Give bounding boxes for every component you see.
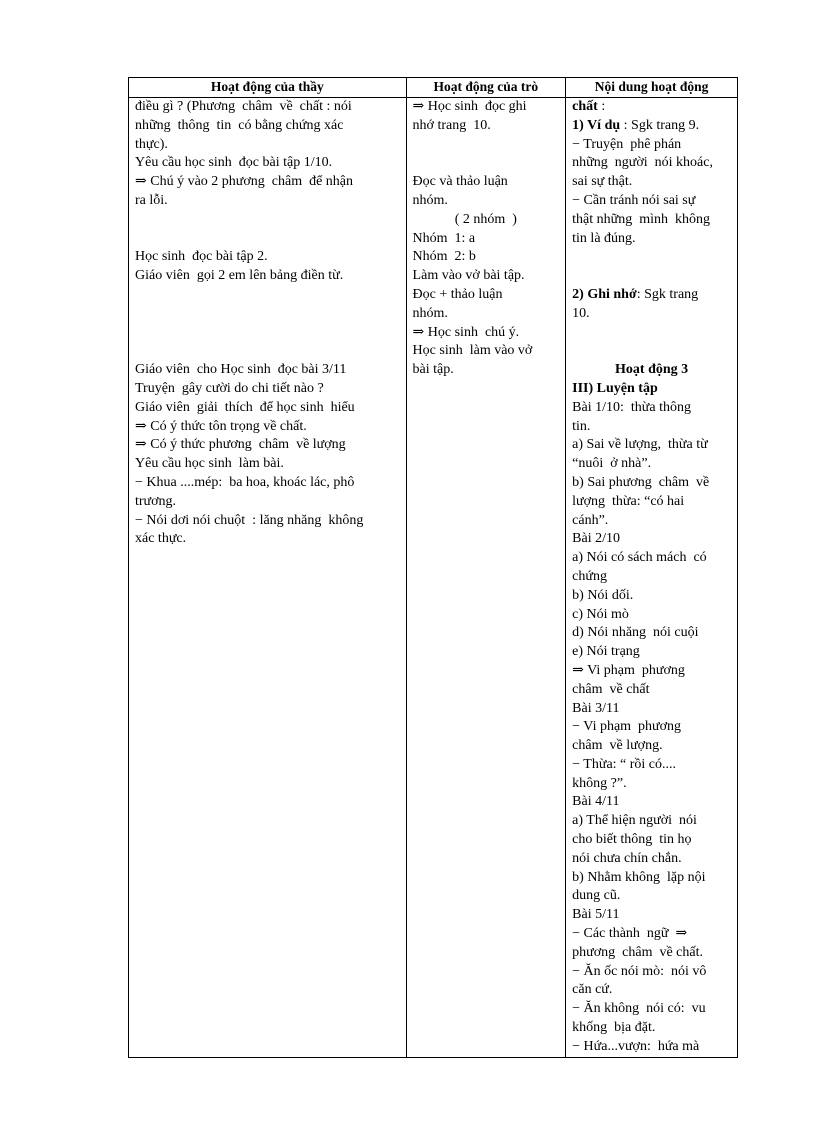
practice-line: không ?”. bbox=[572, 775, 627, 791]
teacher-line: ra lỗi. bbox=[135, 192, 168, 208]
practice-line: căn cứ. bbox=[572, 982, 613, 998]
teacher-cell bbox=[129, 98, 407, 1058]
student-line: ⇒ Học sinh đọc ghi bbox=[412, 99, 527, 114]
teacher-line: ⇒ Có ý thức phương châm về lượng bbox=[135, 437, 346, 453]
practice-line: lượng thừa: “có hai bbox=[572, 493, 685, 509]
practice-line: Bài 3/11 bbox=[572, 700, 620, 716]
practice-line: a) Thể hiện người nói bbox=[572, 813, 697, 829]
content-cell bbox=[566, 98, 738, 1058]
student-block-3 bbox=[413, 230, 560, 380]
content-line: thật những mình không bbox=[572, 211, 711, 227]
practice-line: cánh”. bbox=[572, 512, 609, 528]
teacher-block-3 bbox=[135, 361, 400, 549]
student-line: Nhóm 1: a bbox=[412, 230, 476, 246]
teacher-line: những thông tin có bằng chứng xác bbox=[135, 117, 344, 133]
practice-line: dung cũ. bbox=[572, 888, 621, 904]
example-rest: : Sgk trang 9. bbox=[620, 117, 700, 133]
teacher-line: xác thực. bbox=[135, 531, 187, 547]
practice-line: b) Nhằm không lặp nội bbox=[572, 869, 706, 885]
practice-line: cho biết thông tin họ bbox=[572, 832, 692, 848]
practice-line: − Ăn không nói có: vu bbox=[572, 1001, 706, 1017]
spacer bbox=[413, 136, 560, 174]
header-content: Nội dung hoạt động bbox=[566, 78, 738, 98]
practice-line: e) Nói trạng bbox=[572, 644, 640, 660]
teacher-line: ⇒ Có ý thức tôn trọng về chất. bbox=[135, 418, 307, 434]
teacher-line: Giáo viên gọi 2 em lên bảng điền từ. bbox=[135, 268, 344, 284]
practice-line: khống bịa đặt. bbox=[572, 1020, 656, 1036]
teacher-line: − Khua ....mép: ba hoa, khoác lác, phô bbox=[135, 474, 355, 490]
student-line: Đọc + thảo luận bbox=[412, 286, 503, 302]
practice-line: chứng bbox=[572, 568, 607, 584]
activity-title: Hoạt động 3 bbox=[615, 362, 689, 378]
note-label: 2) Ghi nhớ bbox=[572, 286, 637, 302]
teacher-line: Giáo viên cho Học sinh đọc bài 3/11 bbox=[135, 362, 347, 378]
spacer bbox=[572, 324, 731, 362]
body-row bbox=[129, 98, 738, 1058]
spacer bbox=[135, 211, 400, 249]
practice-line: châm về lượng. bbox=[572, 738, 663, 754]
note-rest: : Sgk trang bbox=[636, 286, 699, 302]
practice-line: a) Nói có sách mách có bbox=[572, 550, 707, 566]
student-line: Làm vào vở bài tập. bbox=[412, 268, 525, 284]
practice-line: c) Nói mò bbox=[572, 606, 629, 622]
student-line: ⇒ Học sinh chú ý. bbox=[412, 324, 520, 340]
student-line: nhóm. bbox=[412, 192, 448, 208]
practice-line: b) Sai phương châm về bbox=[572, 474, 710, 490]
note-heading bbox=[572, 286, 731, 305]
content-line: − Cần tránh nói sai sự bbox=[572, 192, 696, 208]
group-count: ( 2 nhóm ) bbox=[454, 211, 517, 227]
practice-line: − Ăn ốc nói mò: nói vô bbox=[572, 963, 707, 979]
continuation-label: chất bbox=[572, 99, 598, 114]
content-continuation bbox=[572, 98, 731, 117]
student-cell bbox=[406, 98, 566, 1058]
practice-title: III) Luyện tập bbox=[572, 380, 658, 396]
header-teacher: Hoạt động của thầy bbox=[129, 78, 407, 98]
practice-line: Bài 2/10 bbox=[572, 531, 620, 547]
student-line: Học sinh làm vào vở bbox=[412, 343, 533, 359]
practice-line: “nuôi ở nhà”. bbox=[572, 456, 652, 472]
content-line: sai sự thật. bbox=[572, 174, 633, 190]
teacher-line: trương. bbox=[135, 493, 177, 509]
practice-line: Bài 5/11 bbox=[572, 907, 620, 923]
student-line: nhớ trang 10. bbox=[412, 117, 491, 133]
teacher-line: Yêu cầu học sinh đọc bài tập 1/10. bbox=[135, 155, 333, 171]
practice-line: Bài 4/11 bbox=[572, 794, 620, 810]
practice-line: nói chưa chín chắn. bbox=[572, 850, 682, 866]
practice-line: − Vi phạm phương bbox=[572, 719, 682, 735]
student-line: bài tập. bbox=[412, 362, 454, 378]
content-line: tin là đúng. bbox=[572, 230, 636, 246]
practice-line: b) Nói dối. bbox=[572, 587, 634, 603]
teacher-line: − Nói dơi nói chuột : lăng nhăng không bbox=[135, 512, 364, 528]
student-block-2 bbox=[413, 173, 560, 229]
header-student: Hoạt động của trò bbox=[406, 78, 566, 98]
content-line: − Truyện phê phán bbox=[572, 136, 682, 152]
student-block-1 bbox=[413, 98, 560, 136]
example-heading bbox=[572, 117, 731, 136]
content-line: những người nói khoác, bbox=[572, 155, 713, 171]
practice-list bbox=[572, 399, 731, 1057]
student-line: Nhóm 2: b bbox=[412, 249, 476, 265]
teacher-line: Học sinh đọc bài tập 2. bbox=[135, 249, 268, 265]
teacher-line: ⇒ Chú ý vào 2 phương châm để nhận bbox=[135, 174, 354, 190]
practice-line: − Các thành ngữ ⇒ bbox=[572, 926, 688, 942]
teacher-line: Yêu cầu học sinh làm bài. bbox=[135, 456, 284, 472]
content-line: 10. bbox=[572, 305, 590, 321]
practice-line: ⇒ Vi phạm phương bbox=[572, 662, 685, 678]
spacer bbox=[135, 286, 400, 361]
teacher-block-1 bbox=[135, 98, 400, 211]
teacher-block-2 bbox=[135, 248, 400, 286]
practice-line: phương châm về chất. bbox=[572, 944, 703, 960]
teacher-line: thực). bbox=[135, 136, 168, 152]
spacer bbox=[572, 248, 731, 286]
practice-line: − Thừa: “ rồi có.... bbox=[572, 756, 677, 772]
student-line: Đọc và thảo luận bbox=[412, 174, 508, 190]
student-line: nhóm. bbox=[412, 305, 448, 321]
practice-line: tin. bbox=[572, 418, 591, 434]
practice-line: a) Sai về lượng, thừa từ bbox=[572, 437, 708, 453]
continuation-rest: : bbox=[597, 99, 606, 114]
practice-line: châm về chất bbox=[572, 681, 650, 697]
practice-line: Bài 1/10: thừa thông bbox=[572, 399, 691, 415]
example-label: 1) Ví dụ bbox=[572, 117, 621, 133]
teacher-line: điều gì ? (Phương châm về chất : nói bbox=[135, 99, 352, 114]
lesson-table bbox=[128, 77, 738, 1058]
teacher-line: Truyện gây cười do chi tiết nào ? bbox=[135, 380, 324, 396]
header-row bbox=[129, 78, 738, 98]
practice-line: − Hứa...vượn: hứa mà bbox=[572, 1038, 700, 1054]
practice-line: d) Nói nhăng nói cuội bbox=[572, 625, 699, 641]
teacher-line: Giáo viên giải thích để học sinh hiểu bbox=[135, 399, 355, 415]
